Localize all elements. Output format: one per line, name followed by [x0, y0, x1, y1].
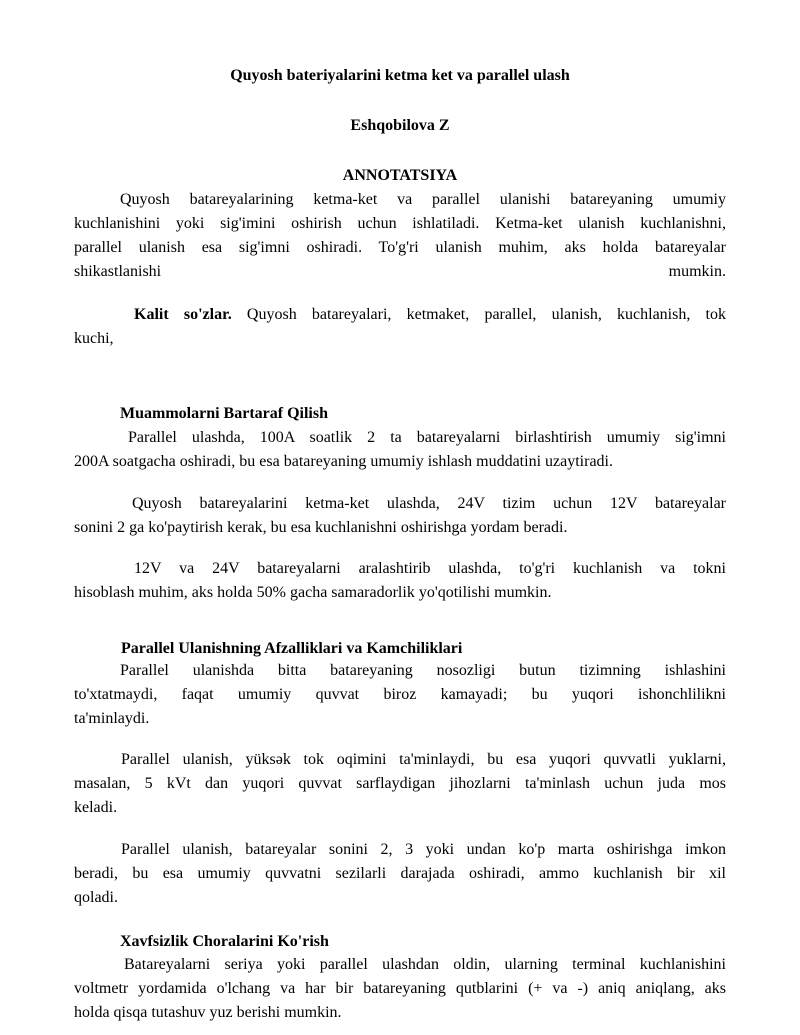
abstract-line: kuchlanishini yoki sig'imini oshirish uchun ishlatiladi. Ketma-ket ulanish kuchlanishni,	[74, 215, 726, 232]
paragraph-line: qoladi.	[74, 889, 118, 906]
section-heading: Parallel Ulanishning Afzalliklari va Kamchiliklari	[121, 640, 463, 657]
keywords-line-2: kuchi,	[74, 330, 114, 347]
paragraph-line: masalan, 5 kVt dan yuqori quvvat sarflaydigan jihozlarni ta'minlash uchun juda mos	[74, 775, 726, 792]
abstract-last-right: mumkin.	[668, 263, 726, 280]
paragraph-line: Parallel ulashda, 100A soatlik 2 ta batareyalarni birlashtirish umumiy sig'imni	[128, 429, 726, 446]
abstract-line: parallel ulanish esa sig'imni oshiradi. To'g'ri ulanish muhim, aks holda batareyalar	[74, 239, 726, 256]
paragraph-line: Parallel ulanish, batareyalar sonini 2, 3 yoki undan ko'p marta oshirishga imkon	[121, 841, 726, 858]
abstract-last-left: shikastlanishi	[74, 263, 162, 280]
abstract-line	[74, 260, 726, 284]
paragraph-line: holda qisqa tutashuv yuz berishi mumkin.	[74, 1004, 342, 1021]
paragraph-line: ta'minlaydi.	[74, 710, 150, 727]
paragraph-line: to'xtatmaydi, faqat umumiy quvvat biroz kamayadi; bu yuqori ishonchlilikni	[74, 686, 726, 703]
paragraph-line: Quyosh batareyalarini ketma-ket ulashda, 24V tizim uchun 12V batareyalar	[132, 495, 726, 512]
abstract-heading: ANNOTATSIYA	[342, 167, 458, 184]
keywords-label: Kalit so'zlar.	[134, 306, 232, 323]
paragraph-line: voltmetr yordamida o'lchang va har bir batareyaning qutblarini (+ va -) aniq aniqlang, aks	[74, 980, 726, 997]
keywords-line	[134, 303, 726, 327]
keywords-text: Quyosh batareyalari, ketmaket, parallel, ulanish, kuchlanish, tok	[231, 306, 727, 323]
paragraph-line: beradi, bu esa umumiy quvvatni sezilarli darajada oshiradi, ammo kuchlanish bir xil	[74, 865, 726, 882]
paragraph-line: Batareyalarni seriya yoki parallel ulashdan oldin, ularning terminal kuchlanishini	[124, 956, 726, 973]
section-heading: Xavfsizlik Choralarini Ko'rish	[120, 933, 329, 950]
paragraph-line: keladi.	[74, 799, 118, 816]
section-heading: Muammolarni Bartaraf Qilish	[120, 405, 328, 422]
abstract-line: Quyosh batareyalarining ketma-ket va parallel ulanishi batareyaning umumiy	[120, 191, 726, 208]
document-title: Quyosh bateriyalarini ketma ket va parallel ulash	[230, 67, 570, 84]
paragraph-line: Parallel ulanish, yüksək tok oqimini ta'minlaydi, bu esa yuqori quvvatli yuklarni,	[121, 751, 726, 768]
paragraph-line: sonini 2 ga ko'paytirish kerak, bu esa kuchlanishni oshirishga yordam beradi.	[74, 519, 568, 536]
paragraph-line: Parallel ulanishda bitta batareyaning nosozligi butun tizimning ishlashini	[120, 662, 726, 679]
paragraph-line: 12V va 24V batareyalarni aralashtirib ulashda, to'g'ri kuchlanish va tokni	[134, 560, 726, 577]
paragraph-line: hisoblash muhim, aks holda 50% gacha samaradorlik yo'qotilishi mumkin.	[74, 584, 552, 601]
paragraph-line: 200A soatgacha oshiradi, bu esa batareyaning umumiy ishlash muddatini uzaytiradi.	[74, 453, 613, 470]
author-name: Eshqobilova Z	[350, 117, 450, 134]
